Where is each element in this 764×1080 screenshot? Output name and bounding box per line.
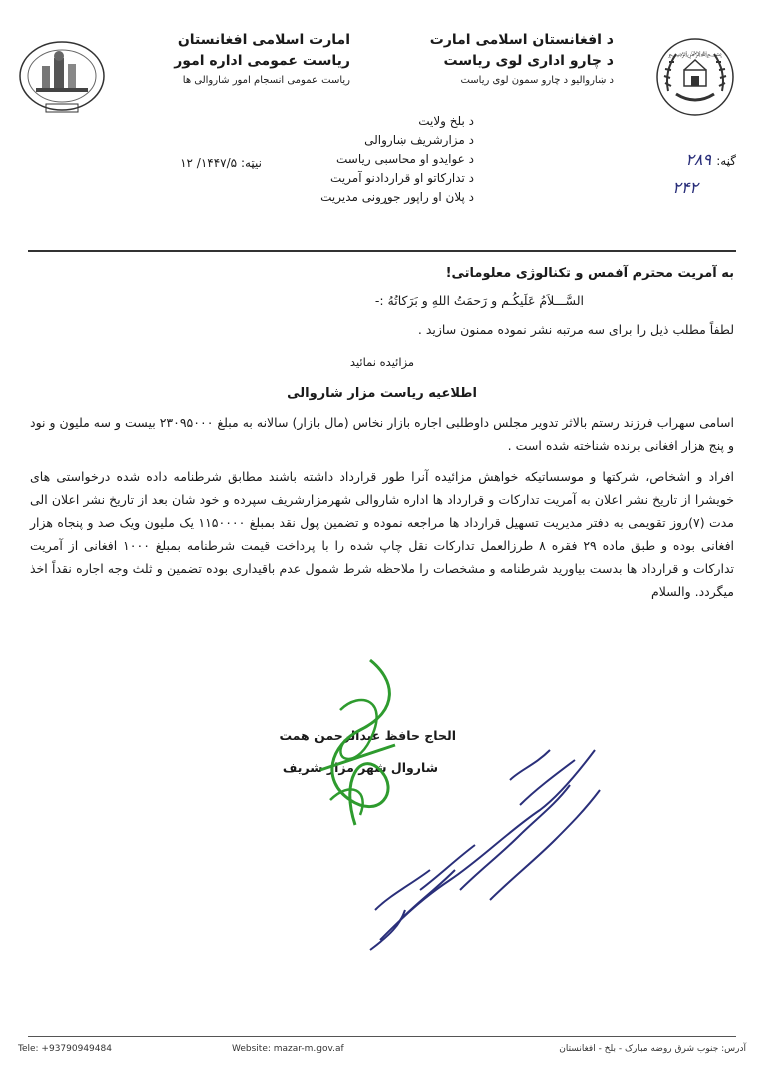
header-left-line3: ریاست عمومی انسجام امور شاروالی ها	[182, 75, 350, 86]
date-label: نیټه:	[240, 156, 262, 170]
footer-website: Website: mazar-m.gov.af	[232, 1044, 344, 1054]
header-right-line1: د افغانستان اسلامی امارت	[429, 32, 614, 48]
addressee-line: د پلان او راپور جوړونی مدیریت	[320, 190, 474, 204]
announcement-paragraph-2: افراد و اشخاص، شرکتها و موسساتیکه خواهش مزائیده آنرا طور قرارداد داشته باشند مطابق شرطنامه داده شده درخواستی های خویشرا از تاریخ نشر اعلان به آمریت تدارکات و قرارداد ها اداره شاروالی شهرمزارشریف سپرده و خود شان بعد از تاریخ نشر اعلان الی مدت (۷)روز تقویمی به دفتر مدیریت تسهیل قرارداد ها مراجعه نموده و تضمین پول نقد بمبلغ ۱۱۵۰۰۰۰ یک ملیون ویک صد و پنجاه هزار افغانی بوده و طبق ماده ۲۹ فقره ۸ طرزالعمل تدارکات نقل چاپ شده را با پرداخت قیمت شرطنامه بمبلغ ۱۰۰۰ افغانی از آمریت تدارکات و قرارداد ها بدست بیاورید شرطنامه و مشخصات را ملاحظه شرط شمول عدم باقیداری بوده تضمین و ثلث وجه اجاره نقداً اخذ میگردد. والسلام	[30, 469, 735, 599]
addressee-list	[234, 112, 474, 207]
signature-name: الحاج حافظ عبدالرحمن همت	[279, 728, 456, 743]
letter-body	[30, 262, 734, 603]
announcement-title: اطلاعیه ریاست مزار شاروالی	[287, 386, 477, 401]
footer-divider	[28, 1036, 736, 1037]
reference-number-2: ۲۴۲	[672, 178, 698, 197]
addressee-line: د تدارکاتو او قراردادنو آمریت	[330, 171, 474, 185]
emirate-emblem-icon	[654, 36, 736, 118]
footer-address: آدرس: جنوب شرق روضه مبارک - بلخ - افغانستان	[559, 1044, 746, 1054]
announcement-paragraph-1: اسامی سهراب فرزند رستم بالاثر تدویر مجلس داوطلبی اجاره بازار نخاس (مال بازار) سالانه به مبلغ ۲۳۰۹۵۰۰۰ بیست و سه ملیون و نود و پنج هزار افغانی برنده شناخته شده است .	[30, 415, 734, 453]
header-left-line1: امارت اسلامی افغانستان	[177, 32, 350, 48]
header-right-line3: د ښاروالیو د چارو سمون لوی ریاست	[460, 75, 614, 86]
municipality-logo-icon	[16, 38, 108, 116]
header-left-line2: ریاست عمومی اداره امور	[174, 53, 350, 69]
reference-block	[626, 150, 736, 169]
signature-title: شاروال شهر مزار شریف	[282, 760, 438, 775]
letter-subject: مزائیده نمائید	[349, 355, 415, 369]
footer-phone: Tele: +93790949484	[18, 1044, 112, 1054]
date-value: ۱۴۴۷/۵/ ۱۲	[180, 156, 238, 170]
addressee-line: د بلخ ولایت	[418, 114, 474, 128]
letter-recipient: به آمریت محترم آفمس و تکنالوژی معلوماتی!	[445, 266, 734, 281]
handwritten-note-icon	[360, 720, 610, 960]
header-right-block	[414, 30, 614, 89]
svg-text:﷽: ﷽	[668, 50, 722, 58]
reference-label: گڼه:	[716, 154, 736, 168]
header-right-line2: د چارو اداری لوی ریاست	[443, 53, 614, 69]
addressee-line: د عوایدو او محاسبی ریاست	[336, 152, 474, 166]
addressee-line: د مزارشریف ښاروالی	[364, 133, 474, 147]
letter-request: لطفاً مطلب ذیل را برای سه مرتبه نشر نموده ممنون سازید .	[417, 322, 734, 337]
reference-number-1: ۲۸۹	[685, 150, 712, 169]
date-block	[82, 156, 262, 170]
header-left-block	[150, 30, 350, 89]
letter-greeting: السَّـــلاَمُ عَلَیکُـم و رَحمَتُ اللهِ و بَرَکاتُهُ :-	[374, 293, 584, 308]
header-divider	[28, 250, 736, 252]
